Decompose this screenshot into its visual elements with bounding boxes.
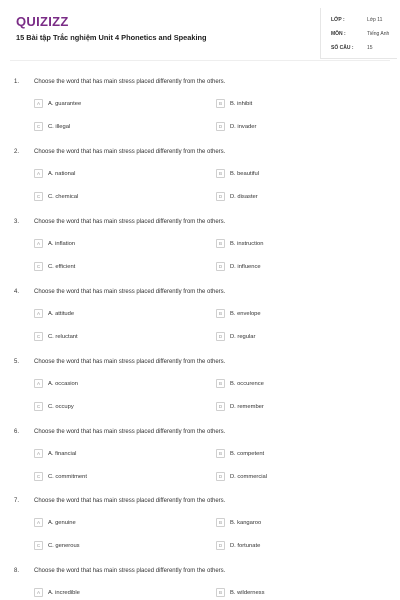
meta-info-box xyxy=(320,8,397,59)
option-letter-box: C xyxy=(34,262,43,271)
option-text: B. kangaroo xyxy=(230,519,262,526)
option-text: A. genuine xyxy=(48,519,76,526)
option-letter-box: D xyxy=(216,402,225,411)
question-item xyxy=(0,79,400,149)
option-letter-box: A xyxy=(34,99,43,108)
option-letter-box: A xyxy=(34,379,43,388)
question-text: Choose the word that has main stress placed differently from the others. xyxy=(34,498,226,504)
question-number: 7. xyxy=(14,498,20,504)
option-text: C. efficient xyxy=(48,263,76,270)
question-number: 6. xyxy=(14,429,20,435)
option-text: B. competent xyxy=(230,450,265,457)
option-letter-box: D xyxy=(216,541,225,550)
question-text: Choose the word that has main stress placed differently from the others. xyxy=(34,219,226,225)
option-text: A. incredible xyxy=(48,589,80,596)
option-letter-box: D xyxy=(216,192,225,201)
option-text: A. guarantee xyxy=(48,100,82,107)
option-text: D. commercial xyxy=(230,473,268,480)
option-letter-box: B xyxy=(216,588,225,597)
option-text: B. instruction xyxy=(230,240,264,247)
question-text: Choose the word that has main stress placed differently from the others. xyxy=(34,149,226,155)
option-letter-box: B xyxy=(216,169,225,178)
meta-label: LỚP : xyxy=(331,17,345,23)
option-text: D. influence xyxy=(230,263,261,270)
option-letter-box: B xyxy=(216,518,225,527)
question-number: 5. xyxy=(14,359,20,365)
question-item xyxy=(0,359,400,429)
option-text: D. fortunate xyxy=(230,542,261,549)
question-number: 8. xyxy=(14,568,20,574)
option-letter-box: C xyxy=(34,122,43,131)
option-letter-box: A xyxy=(34,588,43,597)
option-text: C. generous xyxy=(48,542,80,549)
option-text: A. inflation xyxy=(48,240,76,247)
option-letter-box: C xyxy=(34,541,43,550)
page-title: 15 Bài tập Trắc nghiệm Unit 4 Phonetics and Speaking xyxy=(16,33,207,42)
option-letter-box: A xyxy=(34,239,43,248)
meta-value: Tiếng Anh xyxy=(367,31,390,37)
header-divider xyxy=(10,60,390,61)
option-text: A. occasion xyxy=(48,380,78,387)
option-letter-box: D xyxy=(216,262,225,271)
option-text: B. occurence xyxy=(230,380,264,387)
meta-row-count xyxy=(321,42,397,54)
option-letter-box: D xyxy=(216,332,225,341)
question-item xyxy=(0,289,400,359)
option-text: D. disaster xyxy=(230,193,258,200)
question-number: 1. xyxy=(14,79,20,85)
option-letter-box: D xyxy=(216,122,225,131)
option-letter-box: D xyxy=(216,472,225,481)
question-item xyxy=(0,568,400,600)
option-letter-box: B xyxy=(216,449,225,458)
option-text: C. chemical xyxy=(48,193,79,200)
question-item xyxy=(0,149,400,219)
quizizz-logo: QUIZIZZ xyxy=(16,14,69,29)
question-number: 3. xyxy=(14,219,20,225)
option-letter-box: C xyxy=(34,332,43,341)
meta-value: Lớp 11 xyxy=(367,17,383,23)
question-item xyxy=(0,429,400,499)
question-text: Choose the word that has main stress placed differently from the others. xyxy=(34,429,226,435)
option-text: C. reluctant xyxy=(48,333,78,340)
option-text: C. occupy xyxy=(48,403,74,410)
question-item xyxy=(0,498,400,568)
option-text: D. invader xyxy=(230,123,257,130)
option-text: B. wilderness xyxy=(230,589,265,596)
option-letter-box: B xyxy=(216,99,225,108)
option-letter-box: B xyxy=(216,309,225,318)
question-number: 2. xyxy=(14,149,20,155)
meta-label: MÔN : xyxy=(331,31,346,37)
option-text: B. inhibit xyxy=(230,100,253,107)
question-item xyxy=(0,219,400,289)
option-text: C. commitment xyxy=(48,473,87,480)
meta-value: 15 xyxy=(367,45,373,51)
meta-row-subject xyxy=(321,28,397,40)
option-letter-box: C xyxy=(34,472,43,481)
question-text: Choose the word that has main stress placed differently from the others. xyxy=(34,289,226,295)
option-text: C. illegal xyxy=(48,123,71,130)
option-letter-box: A xyxy=(34,309,43,318)
option-letter-box: C xyxy=(34,192,43,201)
option-letter-box: A xyxy=(34,169,43,178)
question-text: Choose the word that has main stress placed differently from the others. xyxy=(34,79,226,85)
option-text: B. beautiful xyxy=(230,170,260,177)
option-letter-box: A xyxy=(34,449,43,458)
option-letter-box: B xyxy=(216,379,225,388)
option-text: A. attitude xyxy=(48,310,75,317)
meta-row-class xyxy=(321,14,397,26)
question-number: 4. xyxy=(14,289,20,295)
question-text: Choose the word that has main stress placed differently from the others. xyxy=(34,359,226,365)
option-letter-box: A xyxy=(34,518,43,527)
worksheet-header xyxy=(10,8,390,58)
option-letter-box: B xyxy=(216,239,225,248)
option-text: D. remember xyxy=(230,403,264,410)
option-text: A. national xyxy=(48,170,76,177)
question-text: Choose the word that has main stress placed differently from the others. xyxy=(34,568,226,574)
option-text: B. envelope xyxy=(230,310,261,317)
option-text: A. financial xyxy=(48,450,77,457)
meta-label: SỐ CÂU : xyxy=(331,45,354,51)
option-letter-box: C xyxy=(34,402,43,411)
option-text: D. regular xyxy=(230,333,256,340)
